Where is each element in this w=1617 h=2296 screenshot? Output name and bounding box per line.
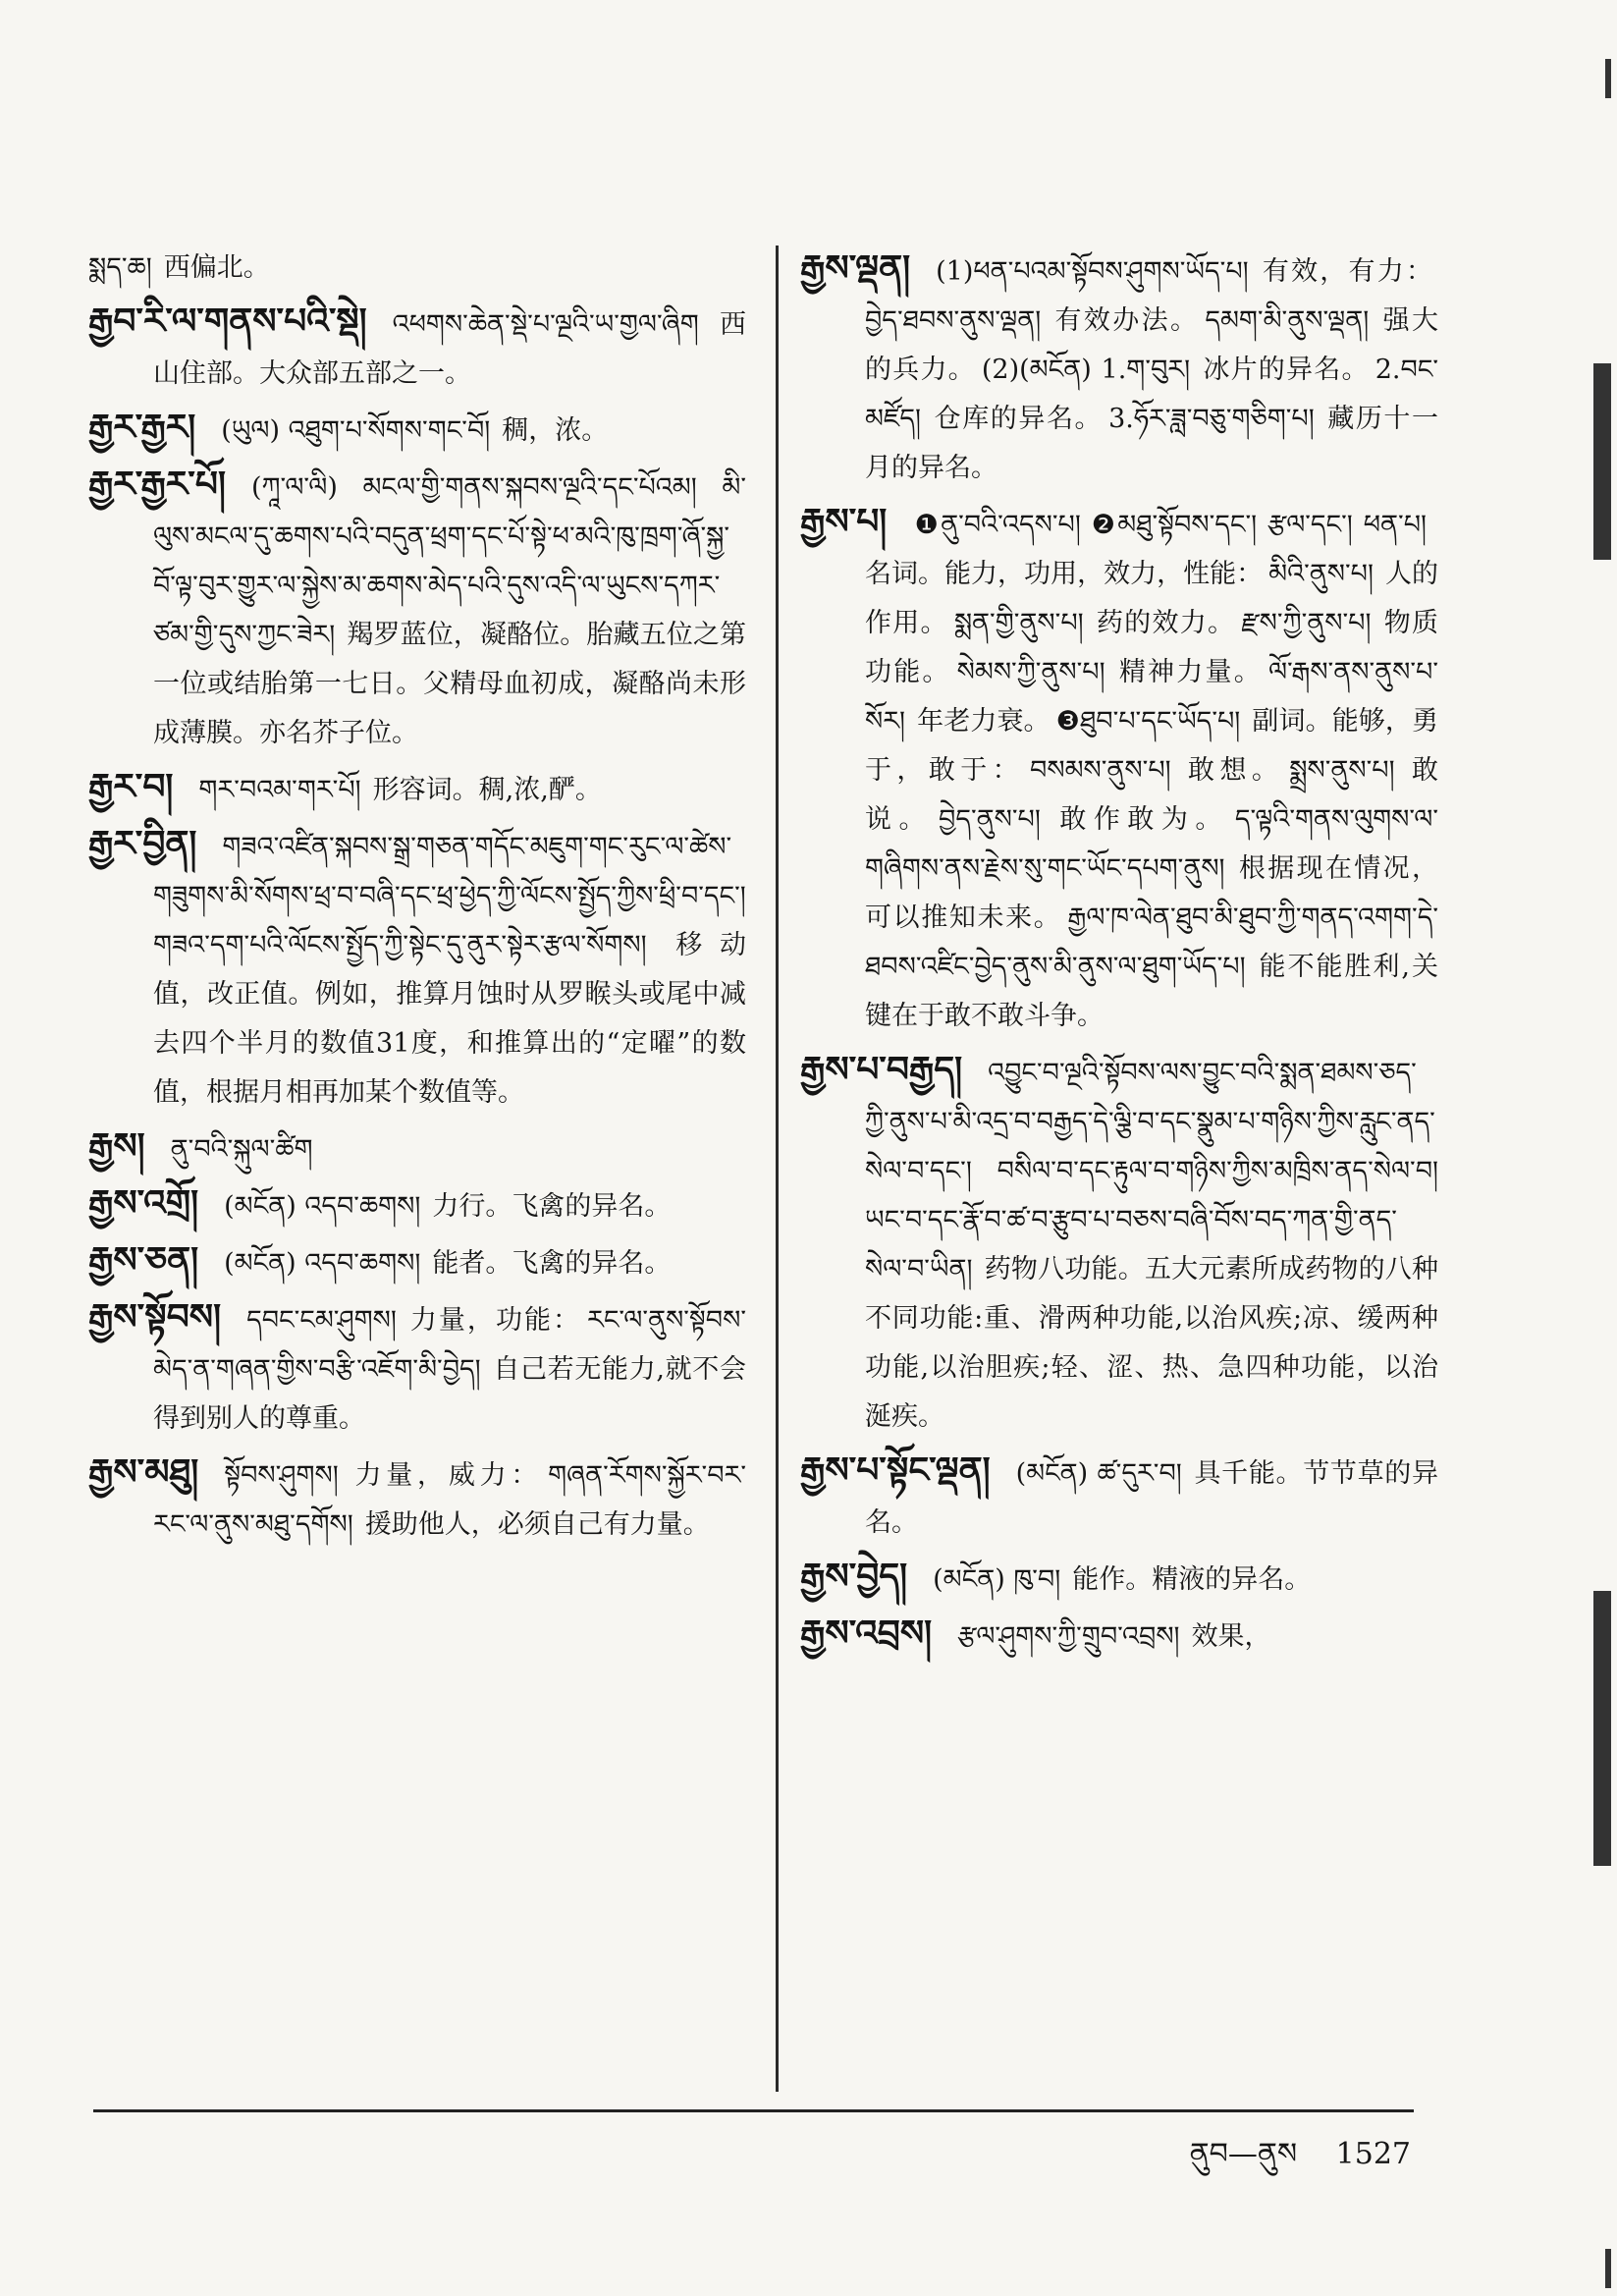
headword: རྒྱར་རྒྱར།: [88, 407, 196, 448]
entry: རྒྱས་འབྲས། རྩལ་ཤུགས་ཀྱི་གྲུབ་འབྲས། 效果，: [800, 1613, 1271, 1654]
headword: རྒྱས་ལྡན།: [800, 247, 911, 289]
entry: རྒྱར་རྒྱར་པོ། (ཀཱ་ལ་ལི) མངལ་གྱི་གནས་སྐབས་ལྔའི་དང་པོའམ། མི་ལུས་མངལ་དུ་ཆགས་པའི་བདུན་ཕྲག་དང་པོ་སྟེ་ཕ་མའི་ཁུ་ཁྲག་ཞོ་སྐྱ་བོ་ལྟ་བུར་གྱུར་ལ་སྐྱེས་མ་ཆགས་མེད་པའི་དུས་འདི་ལ་ཡུངས་དཀར་ཙམ་གྱི་དུས་ཀྱང་ཟེར། 羯罗蓝位，凝酪位。胎藏五位之第一位或结胎第一七日。父精母血初成，凝酪尚未形成薄膜。亦名芥子位。: [88, 464, 746, 748]
headword: རྒྱས་མཐུ།: [88, 1451, 199, 1493]
headword: རྒྱས་བྱེད།: [800, 1556, 908, 1597]
headword: རྒྱས་འགྲོ།: [88, 1182, 199, 1224]
left-column: [88, 244, 746, 1554]
column-divider: [776, 246, 779, 2092]
entry: རྒྱས་ཅན། (མངོན) འདབ་ཆགས། 能者。飞禽的异名。: [88, 1239, 672, 1281]
headword: རྒྱར་བྱིན།: [88, 823, 197, 864]
entry: རྒྱབ་རི་ལ་གནས་པའི་སྡེ། འཕགས་ཆེན་སྡེ་པ་ལྔའི་ཡ་གྱལ་ཞིག 西山住部。大众部五部之一。: [88, 301, 746, 389]
headword: རྒྱས་པ་སྟོང་ལྡན།: [800, 1449, 991, 1491]
entry: སྨད་ཆ། 西偏北。: [88, 252, 270, 283]
scan-edge-marks: [1588, 0, 1617, 2296]
headword: རྒྱས་འབྲས།: [800, 1613, 933, 1654]
entry: རྒྱར་བ། གར་བའམ་གར་པོ། 形容词。稠,浓,酽。: [88, 766, 602, 807]
headword: རྒྱར་རྒྱར་པོ།: [88, 464, 226, 505]
headword: རྒྱར་བ།: [88, 766, 174, 807]
right-column: [800, 244, 1438, 1666]
entry: རྒྱས། ནུ་བའི་སྐུལ་ཚིག: [88, 1125, 313, 1167]
entry: རྒྱས་འགྲོ། (མངོན) འདབ་ཆགས། 力行。飞禽的异名。: [88, 1182, 672, 1224]
entry: རྒྱར་རྒྱར། (ཡུལ) འཐུག་པ་སོགས་གང་བོ། 稠，浓。: [88, 407, 609, 448]
entry: རྒྱས་བྱེད། (མངོན) ཁུ་བ། 能作。精液的异名。: [800, 1556, 1312, 1597]
entry: རྒྱར་བྱིན། གཟའ་འཛིན་སྐབས་སྒྲ་གཅན་གདོང་མཇུག་གང་རུང་ལ་ཚེས་གཟུགས་མི་སོགས་ཕྲ་བ་བཞི་དང་ཕྲ་ཕྱེད་ཀྱི་ལོངས་སྤྱོད་ཀྱིས་ཕྲི་བ་དང་། གཟའ་དག་པའི་ལོངས་སྤྱོད་ཀྱི་སྟེང་དུ་ནུར་སྟེར་རྩལ་སོགས། 移动值，改正值。例如，推算月蚀时从罗睺头或尾中减去四个半月的数值31度，和推算出的“定曜”的数值，根据月相再加某个数值等。: [88, 823, 746, 1108]
headword: རྒྱས།: [88, 1125, 145, 1167]
headword: རྒྱས་པ།: [800, 501, 888, 542]
entry: རྒྱས་པ། ❶ནུ་བའི་འདས་པ། ❷མཐུ་སྟོབས་དང་། རྩལ་དང་། ཕན་པ།名词。能力，功用，效力，性能： མིའི་ནུས་པ། 人的作用。 སྨན་གྱི་ནུས་པ། 药的效力。 རྫས་ཀྱི་ནུས་པ། 物质功能。 སེམས་ཀྱི་ནུས་པ། 精神力量。 ལོ་རྒས་ནས་ནུས་པ་སོར། 年老力衰。 ❸ཐུབ་པ་དང་ཡོད་པ། 副词。能够，勇于，敢于： བསམས་ནུས་པ། 敢想。 སྨྲས་ནུས་པ། 敢说。 བྱེད་ནུས་པ། 敢作敢为。 ད་ལྟའི་གནས་ལུགས་ལ་གཞིགས་ནས་རྗེས་སུ་གང་ཡོང་དཔག་ནུས། 根据现在情况，可以推知未来。 རྒྱལ་ཁ་ལེན་ཐུབ་མི་ཐུབ་ཀྱི་གནད་འགག་དེ་ཐབས་འཛིང་བྱེད་ནུས་མི་ནུས་ལ་ཐུག་ཡོད་པ། 能不能胜利,关键在于敢不敢斗争。: [800, 501, 1439, 1031]
running-head: ནུབ—ནུས: [1189, 2137, 1298, 2171]
headword: རྒྱས་སྟོབས།: [88, 1296, 222, 1338]
entry: རྒྱས་པ་བརྒྱད། འབྱུང་བ་ལྔའི་སྟོབས་ལས་བྱུང་བའི་སྨན་ཐམས་ཅད་ཀྱི་ནུས་པ་མི་འདྲ་བ་བརྒྱད་དེ་ལྕི་བ་དང་སྣུམ་པ་གཉིས་ཀྱིས་རླུང་ནད་སེལ་བ་དང་། བསིལ་བ་དང་རྟུལ་བ་གཉིས་ཀྱིས་མཁྲིས་ནད་སེལ་བ། ཡང་བ་དང་རྣོ་བ་ཚ་བ་རྩུབ་པ་བཅས་བཞི་བོས་བད་ཀན་གྱི་ནད་སེལ་བ་ཡིན། 药物八功能。五大元素所成药物的八种不同功能:重、滑两种功能,以治风疾;凉、缓两种功能,以治胆疾;轻、涩、热、急四种功能，以治涎疾。: [800, 1049, 1438, 1432]
entry: རྒྱས་མཐུ། སྟོབས་ཤུགས། 力量，威力： གཞན་རོགས་སྐྱོར་བར་རང་ལ་ནུས་མཐུ་དགོས། 援助他人，必须自己有力量。: [88, 1451, 746, 1540]
entry: རྒྱས་སྟོབས། དབང་ངམ་ཤུགས། 力量，功能： རང་ལ་ནུས་སྟོབས་མེད་ན་གཞན་གྱིས་བརྩི་འཇོག་མི་བྱེད། 自己若无能力,就不会得到别人的尊重。: [88, 1296, 746, 1434]
page-number: 1527: [1335, 2137, 1411, 2171]
footer-rule: [93, 2109, 1414, 2112]
headword: རྒྱས་པ་བརྒྱད།: [800, 1049, 963, 1090]
entry: རྒྱས་པ་སྟོང་ལྡན། (མངོན) ཚ་དུར་བ། 具千能。节节草的异名。: [800, 1449, 1438, 1538]
headword: རྒྱས་ཅན།: [88, 1239, 199, 1281]
page-footer: [1160, 2121, 1411, 2204]
entry: རྒྱས་ལྡན། (1)ཕན་པའམ་སྟོབས་ཤུགས་ཡོད་པ། 有效，有力：བྱེད་ཐབས་ནུས་ལྡན། 有效办法。 དམག་མི་ནུས་ལྡན། 强大的兵力。 (2)(མངོན) 1.ག་བུར། 冰片的异名。 2.བང་མཛོད། 仓库的异名。 3.ཧོར་ཟླ་བཅུ་གཅིག་པ། 藏历十一月的异名。: [800, 247, 1439, 483]
headword: རྒྱབ་རི་ལ་གནས་པའི་སྡེ།: [88, 301, 367, 342]
